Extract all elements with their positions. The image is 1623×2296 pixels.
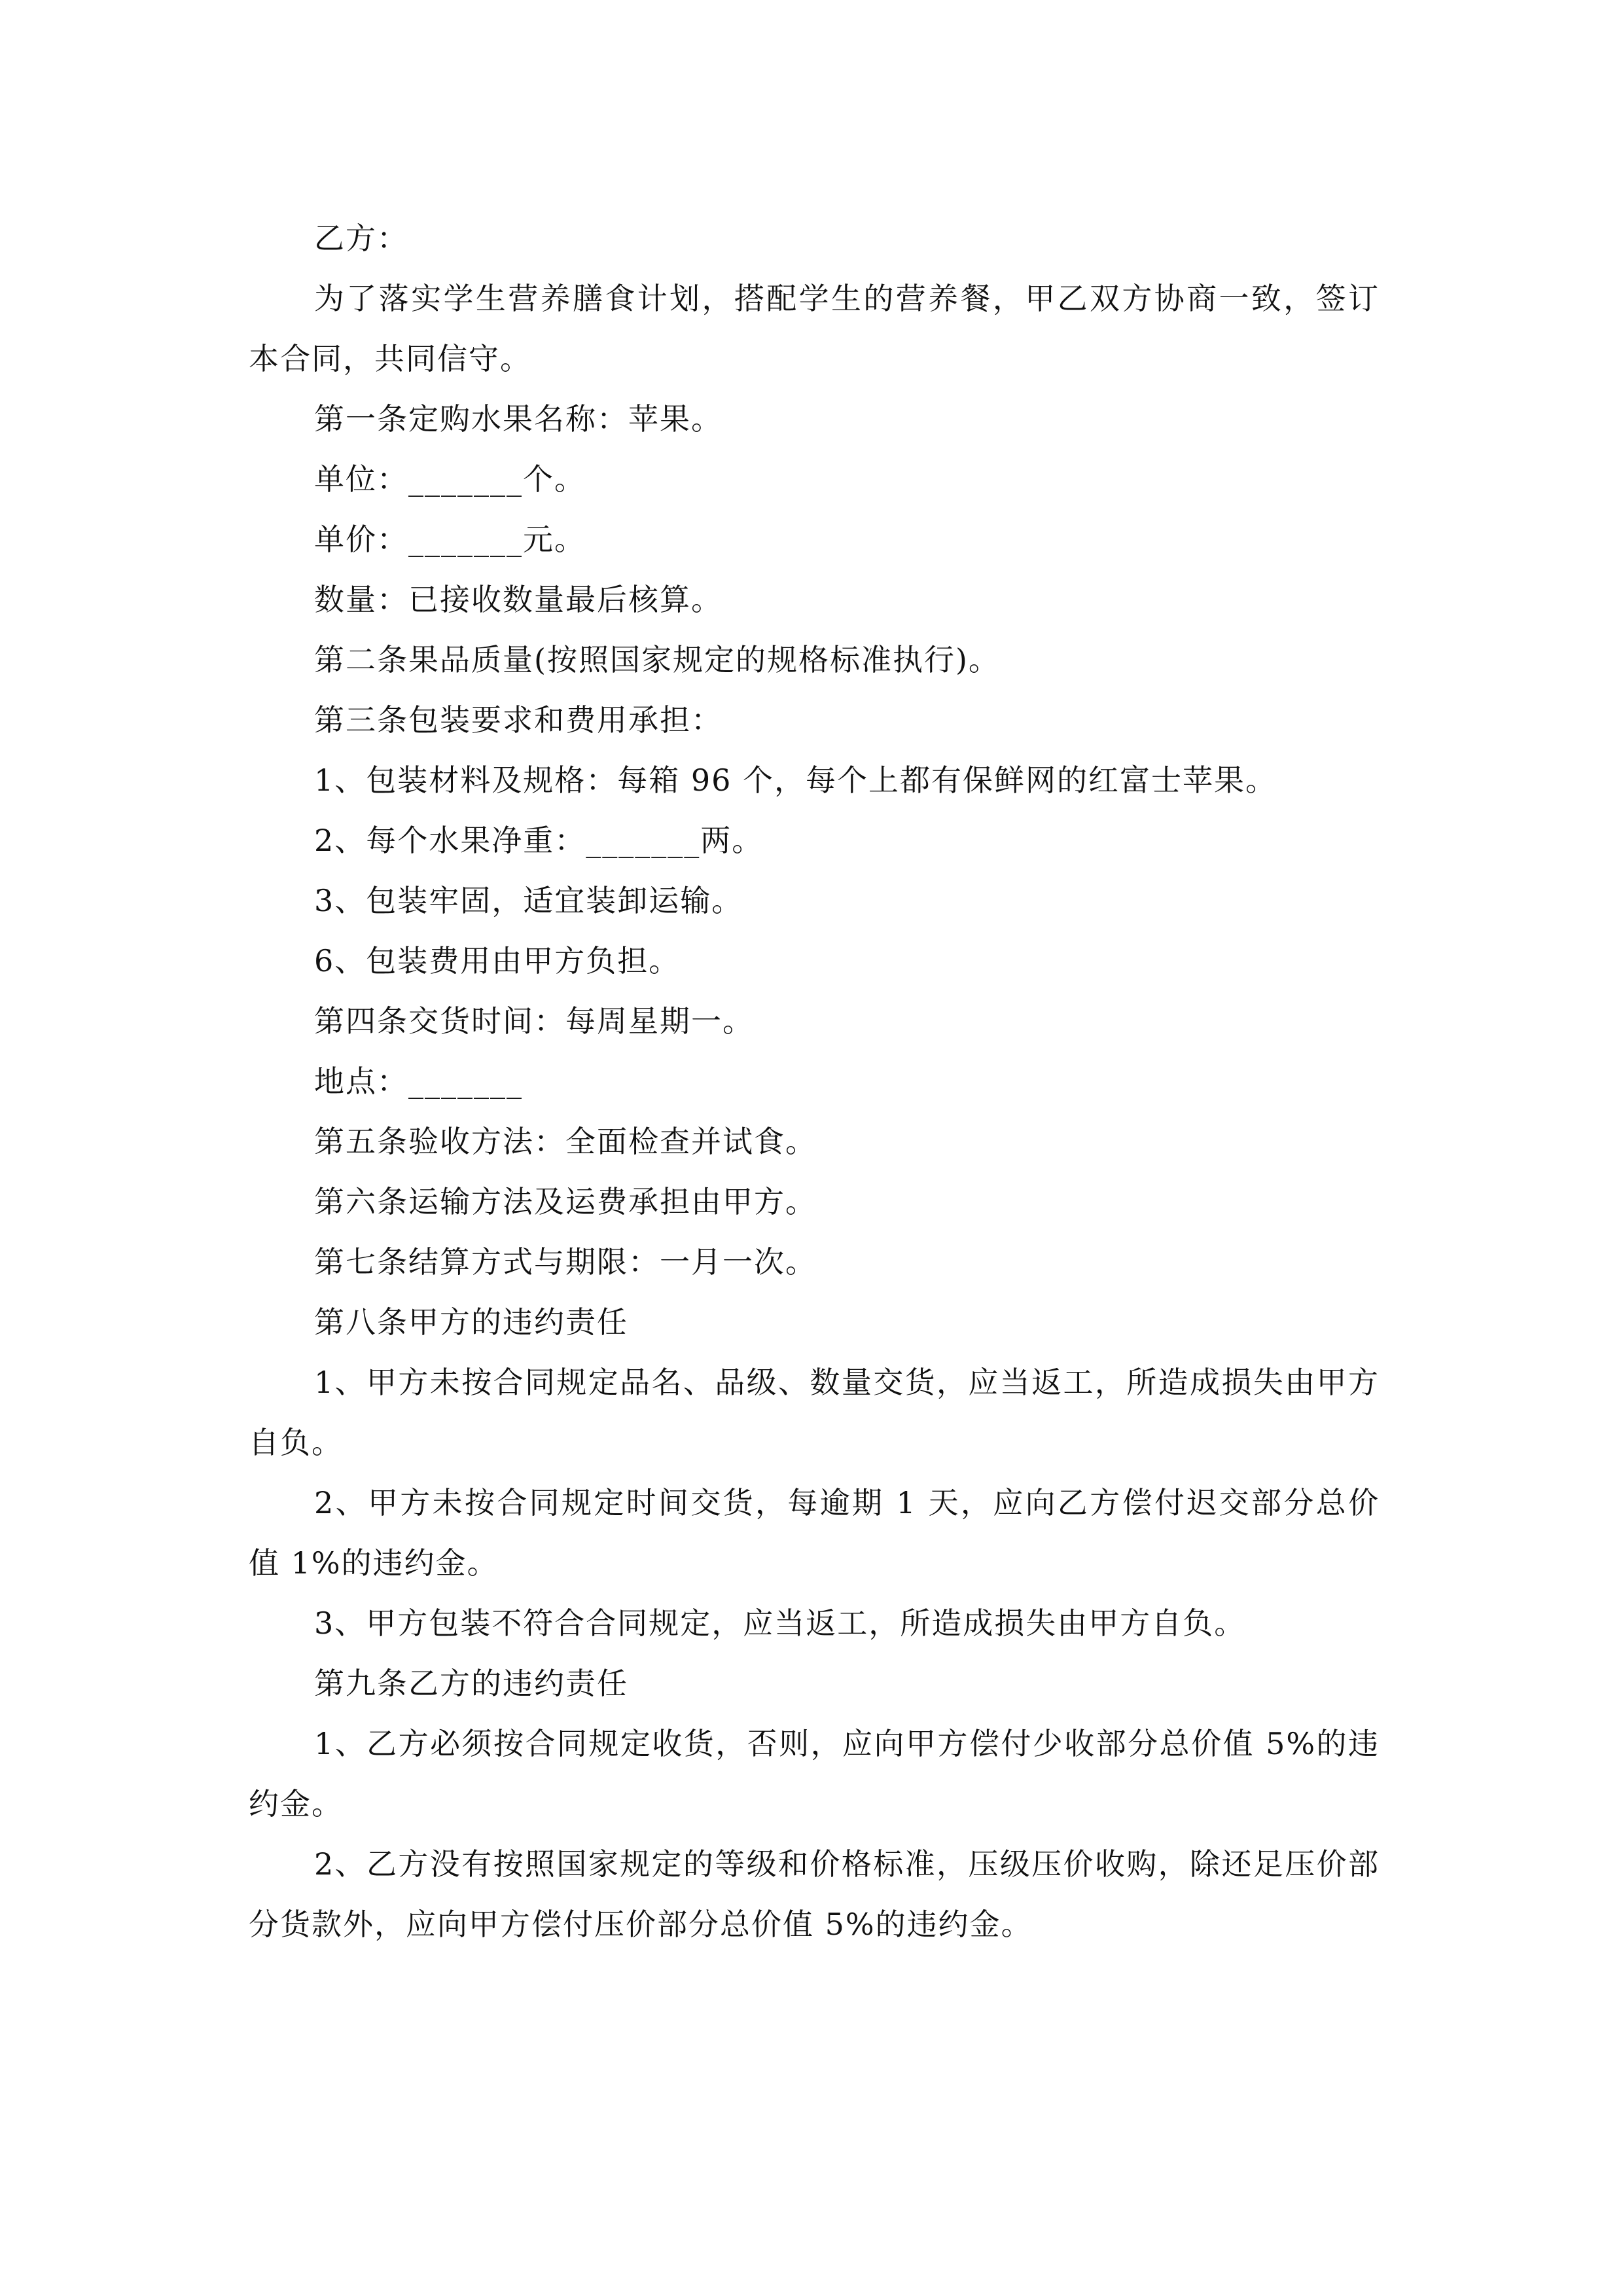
paragraph-unit-price: 单价：_______元。 [314,522,586,557]
paragraph-article-8-item-3: 3、甲方包装不符合合同规定，应当返工，所造成损失由甲方自负。 [314,1605,1246,1641]
paragraph-article-1: 第一条定购水果名称：苹果。 [314,401,722,437]
paragraph-article-3-item-3: 3、包装牢固，适宜装卸运输。 [314,883,743,918]
paragraph-article-8: 第八条甲方的违约责任 [314,1304,628,1340]
paragraph-article-2: 第二条果品质量(按照国家规定的规格标准执行)。 [314,642,1000,677]
paragraph-article-3: 第三条包装要求和费用承担： [314,702,722,738]
paragraph-article-4: 第四条交货时间：每周星期一。 [314,1003,754,1039]
paragraph-article-5: 第五条验收方法：全面检查并试食。 [314,1124,817,1159]
paragraph-article-3-item-1: 1、包装材料及规格：每箱 96 个，每个上都有保鲜网的红富士苹果。 [314,762,1277,798]
paragraph-article-7: 第七条结算方式与期限：一月一次。 [314,1244,817,1280]
paragraph-article-9-item-2: 2、乙方没有按照国家规定的等级和价格标准，压级压价收购，除还足压价部分货款外，应向甲方偿付压价部分总价值 5%的违约金。 [249,1846,1380,1942]
paragraph-article-3-item-2: 2、每个水果净重：_______两。 [314,823,764,858]
paragraph-article-8-item-2: 2、甲方未按合同规定时间交货，每逾期 1 天，应向乙方偿付迟交部分总价值 1%的违约金。 [249,1485,1380,1581]
paragraph-article-3-item-6: 6、包装费用由甲方负担。 [314,943,681,978]
paragraph-article-8-item-1: 1、甲方未按合同规定品名、品级、数量交货，应当返工，所造成损失由甲方自负。 [249,1365,1380,1460]
paragraph-quantity: 数量：已接收数量最后核算。 [314,582,722,617]
paragraph-article-9-item-1: 1、乙方必须按合同规定收货，否则，应向甲方偿付少收部分总价值 5%的违约金。 [249,1726,1380,1821]
paragraph-preamble: 为了落实学生营养膳食计划，搭配学生的营养餐，甲乙双方协商一致，签订本合同，共同信守。 [249,281,1380,376]
paragraph-unit: 单位：_______个。 [314,461,586,497]
paragraph-party-b: 乙方： [314,221,408,256]
paragraph-location: 地点：_______ [314,1064,523,1099]
contract-body [249,208,1380,1954]
paragraph-article-9: 第九条乙方的违约责任 [314,1666,628,1701]
paragraph-article-6: 第六条运输方法及运费承担由甲方。 [314,1184,817,1219]
